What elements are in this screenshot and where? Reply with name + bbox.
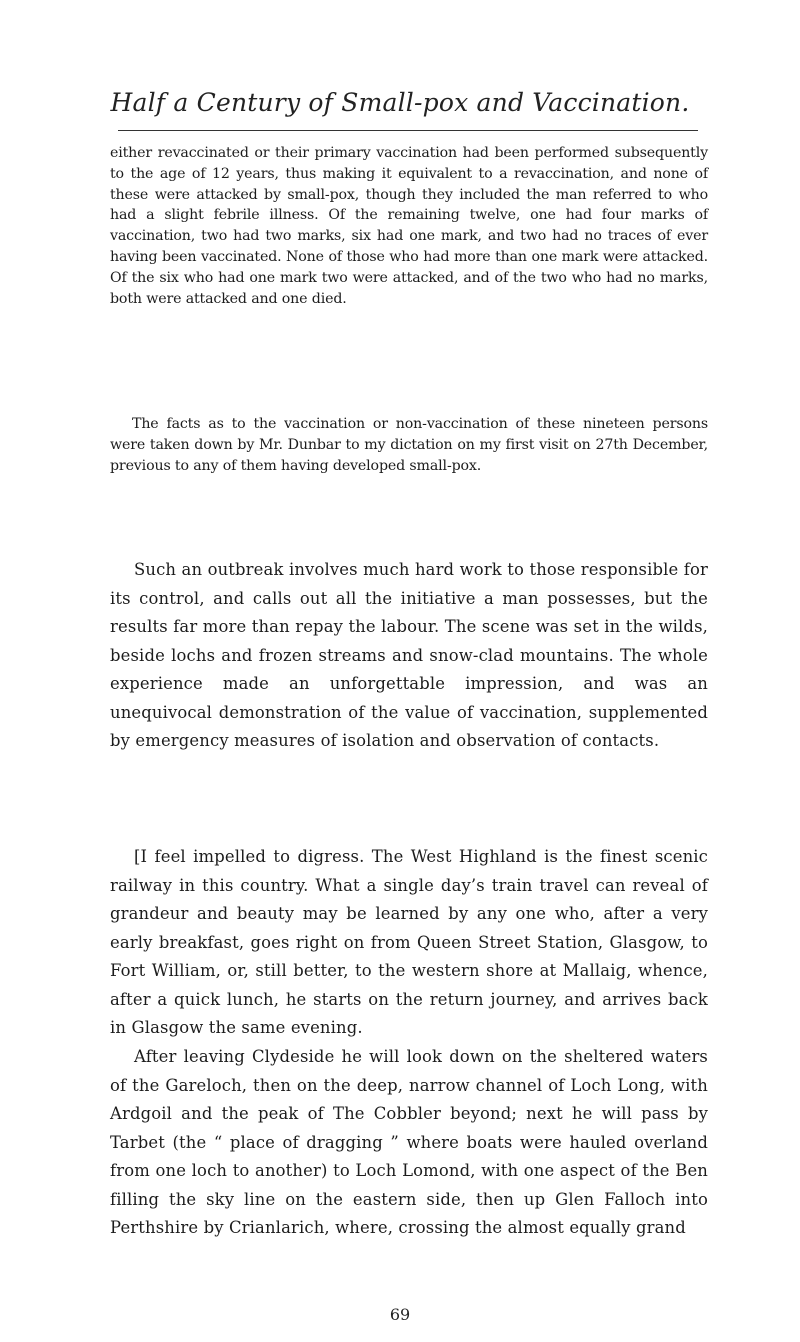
paragraph-clydeside-journey: After leaving Clydeside he will look down on the sheltered waters of the Gareloch, then on the deep, narrow channel of Loch Long, with Ardgoil and the peak of The Cobbler beyond; next he will pass by Tarbet (the “ place of dragging ” where boats were hauled overland from one loch to another) to Loch Lomond, with one aspect of the Ben filling the sky line on the eastern side, then up Glen Falloch into Perthshire by Crianlarich, where, crossing the almost equally grand: [110, 1047, 708, 1237]
running-head: Half a Century of Small-pox and Vaccination.: [110, 88, 690, 117]
paragraph-dictation-facts: The facts as to the vaccination or non-vaccination of these nineteen persons were taken down by Mr. Dunbar to my dictation on my first visit on 27th December, previous to any of them having developed small-pox.: [110, 416, 708, 474]
header-rule: [118, 130, 698, 131]
paragraph-vaccination-marks: either revaccinated or their primary vaccination had been performed subsequently to the age of 12 years, thus making it equivalent to a revaccination, and none of these were attacked by small-pox, though they included the man referred to who had a slight febrile illness. Of the remaining twelve, one had four marks of vaccination, two had two marks, six had one mark, and two had no traces of ever having been vaccinated. None of those who had more than one mark were attacked. Of the six who had one mark two were attacked, and of the two who had no marks, both were attacked and one died.: [110, 145, 708, 307]
paragraph-outbreak-work: Such an outbreak involves much hard work to those responsible for its control, and calls out all the initiative a man possesses, but the results far more than repay the labour. The scene was set in the wilds, beside lochs and frozen streams and snow-clad mountains. The whole experience made an unforgettable impression, and was an unequivocal demonstration of the value of vaccination, supplemented by emergency measures of isolation and observation of contacts.: [110, 560, 708, 750]
paragraph-west-highland-digression: [I feel impelled to digress. The West Highland is the finest scenic railway in this country. What a single day’s train travel can reveal of grandeur and beauty may be learned by any one who, after a very early breakfast, goes right on from Queen Street Station, Glasgow, to Fort William, or, still better, to the western shore at Mallaig, whence, after a quick lunch, he starts on the return journey, and arrives back in Glasgow the same evening.: [110, 847, 708, 1037]
page-number: 69: [389, 1305, 411, 1324]
